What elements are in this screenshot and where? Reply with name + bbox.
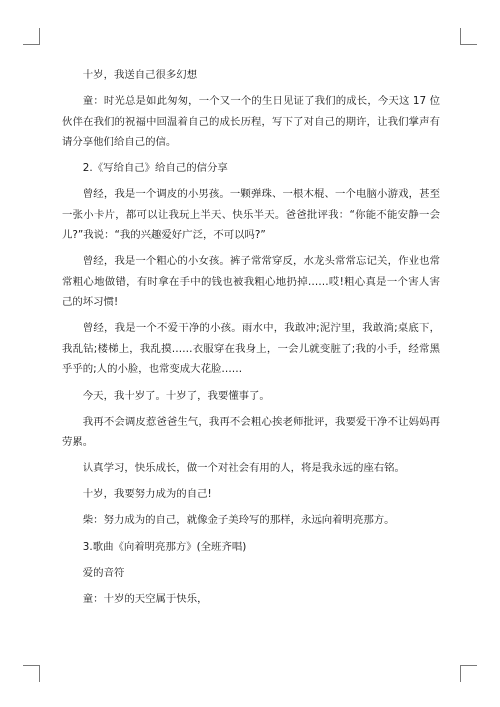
paragraph-careless-girl: 曾经，我是一个粗心的小女孩。裤子常常穿反，水龙头常常忘记关，作业也常常粗心地做错，有时拿在手中的钱也被我粗心地扔掉……哎!粗心真是一个害人害己的坏习惯! [62,255,440,309]
section-heading-song: 3.歌曲《向着明亮那方》(全班齐唱) [82,540,247,553]
section-heading-letter-sharing: 2.《写给自己》给自己的信分享 [82,162,228,175]
paragraph-strive: 十岁，我要努力成为的自己! [82,488,212,501]
section-heading-love-notes: 爱的音符 [82,566,125,579]
paragraph-sky-happiness: 童：十岁的天空属于快乐， [82,592,208,605]
paragraph-today-ten: 今天，我十岁了。十岁了，我要懂事了。 [82,389,270,402]
paragraph-chai-host: 柴：努力成为的自己，就像金子美玲写的那样，永远向着明亮那方。 [82,514,395,527]
crop-mark-top-left [23,28,40,45]
crop-mark-bottom-right [460,665,477,682]
document-page-body [62,65,440,615]
crop-mark-bottom-left [23,665,40,682]
paragraph-host-intro: 童：时光总是如此匆匆，一个又一个的生日见证了我们的成长，今天这 17 位伙伴在我们的祝福中回温着自己的成长历程，写下了对自己的期许，让我们掌声有请分享他们给自己的信。 [62,95,440,149]
paragraph-motto: 认真学习，快乐成长，做一个对社会有用的人，将是我永远的座右铭。 [82,462,405,475]
section-heading-ten-years-fantasies: 十岁，我送自己很多幻想 [82,69,198,81]
crop-mark-top-right [460,28,477,45]
paragraph-untidy-child: 曾经，我是一个不爱干净的小孩。雨水中，我敢冲;泥泞里，我敢淌;桌底下，我乱钻;楼梯上，我乱摸……衣服穿在我身上，一会儿就变脏了;我的小手，经常黑乎乎的;人的小脸，也常变成大花脸…… [62,322,440,376]
paragraph-naughty-boy: 曾经，我是一个调皮的小男孩。一颗弹珠、一根木棍、一个电脑小游戏，甚至一张小卡片，都可以让我玩上半天、快乐半天。爸爸批评我：“你能不能安静一会儿?”我说：“我的兴趣爱好广泛，不可以吗?” [62,188,440,242]
paragraph-promises: 我再不会调皮惹爸爸生气，我再不会粗心挨老师批评，我要爱干净不让妈妈再劳累。 [62,415,440,449]
